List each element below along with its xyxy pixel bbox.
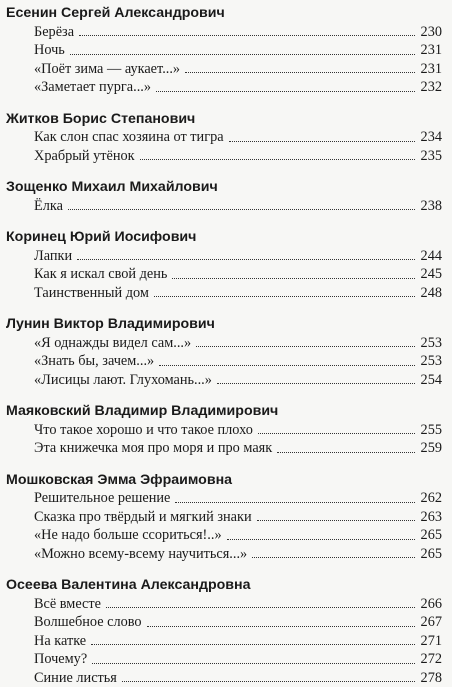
toc-entry[interactable] [0,352,452,371]
author-name: Зощенко Михаил Михайлович [0,178,452,197]
dot-leader [106,606,415,608]
dot-leader [156,90,415,92]
author-name: Осеева Валентина Александровна [0,576,452,595]
page-number: 265 [418,545,442,564]
dot-leader [217,382,415,384]
page-number: 272 [418,650,442,669]
toc-entry[interactable] [0,334,452,353]
entry-title: Лапки [34,247,74,266]
toc-entry[interactable] [0,41,452,60]
page-number: 267 [418,613,442,632]
author-section [0,228,452,302]
toc-entry[interactable] [0,650,452,669]
toc-entry[interactable] [0,595,452,614]
dot-leader [175,501,415,503]
entry-title: Как я искал свой день [34,265,169,284]
page-number: 278 [418,669,442,687]
entry-title: Эта книжечка моя про моря и про маяк [34,439,274,458]
dot-leader [122,680,415,682]
dot-leader [196,345,415,347]
page-number: 232 [418,78,442,97]
toc-entry[interactable] [0,265,452,284]
section-gap [0,165,452,178]
author-section [0,315,452,389]
entry-title: Всё вместе [34,595,103,614]
author-name: Мошковская Эмма Эфраимовна [0,471,452,490]
entry-title: Синие листья [34,669,119,687]
dot-leader [252,556,415,558]
toc-entry[interactable] [0,247,452,266]
author-name: Коринец Юрий Иосифович [0,228,452,247]
section-gap [0,563,452,576]
entry-title: Таинственный дом [34,284,151,303]
dot-leader [185,71,415,73]
page-number: 265 [418,526,442,545]
author-section [0,402,452,458]
author-name: Есенин Сергей Александрович [0,4,452,23]
dot-leader [70,53,415,55]
author-section [0,471,452,564]
entry-title: Решительное решение [34,489,172,508]
toc-entry[interactable] [0,78,452,97]
entry-title: Ночь [34,41,67,60]
entry-title: «Заметает пурга...» [34,78,153,97]
entry-title: «Можно всему-всему научиться...» [34,545,249,564]
toc-entry[interactable] [0,421,452,440]
toc-entry[interactable] [0,60,452,79]
dot-leader [77,258,415,260]
entry-title: Ёлка [34,197,65,216]
section-gap [0,302,452,315]
entry-title: «Я однажды видел сам...» [34,334,193,353]
author-section [0,4,452,97]
entry-title: Храбрый утёнок [34,147,137,166]
entry-title: «Лисицы лают. Глухомань...» [34,371,214,390]
toc-entry[interactable] [0,526,452,545]
entry-title: «Знать бы, зачем...» [34,352,156,371]
section-gap [0,389,452,402]
page-number: 266 [418,595,442,614]
author-name: Житков Борис Степанович [0,110,452,129]
dot-leader [229,140,415,142]
section-gap [0,97,452,110]
author-section [0,110,452,166]
author-name: Лунин Виктор Владимирович [0,315,452,334]
toc-entry[interactable] [0,489,452,508]
page-number: 238 [418,197,442,216]
entry-title: Сказка про твёрдый и мягкий знаки [34,508,254,527]
author-section [0,576,452,687]
toc-entry[interactable] [0,23,452,42]
page-number: 254 [418,371,442,390]
page-number: 244 [418,247,442,266]
page-number: 248 [418,284,442,303]
toc-entry[interactable] [0,371,452,390]
page-number: 234 [418,128,442,147]
entry-title: «Не надо больше ссориться!..» [34,526,224,545]
toc-entry[interactable] [0,508,452,527]
entry-title: «Поёт зима — аукает...» [34,60,182,79]
toc-entry[interactable] [0,197,452,216]
page-number: 235 [418,147,442,166]
dot-leader [172,277,415,279]
entry-title: Почему? [34,650,89,669]
section-gap [0,458,452,471]
page-number: 245 [418,265,442,284]
dot-leader [79,34,415,36]
page-number: 253 [418,352,442,371]
page-number: 259 [418,439,442,458]
page-number: 231 [418,41,442,60]
dot-leader [68,208,415,210]
page-number: 271 [418,632,442,651]
dot-leader [154,295,415,297]
entry-title: Как слон спас хозяина от тигра [34,128,226,147]
page-number: 262 [418,489,442,508]
page-number: 263 [418,508,442,527]
page-number: 231 [418,60,442,79]
toc-entry[interactable] [0,147,452,166]
page-number: 255 [418,421,442,440]
entry-title: На катке [34,632,88,651]
dot-leader [140,158,415,160]
toc-entry[interactable] [0,439,452,458]
toc-entry[interactable] [0,545,452,564]
dot-leader [258,432,415,434]
dot-leader [227,538,415,540]
dot-leader [92,662,415,664]
toc-entry[interactable] [0,669,452,687]
toc-entry[interactable] [0,284,452,303]
toc-entry[interactable] [0,632,452,651]
dot-leader [147,625,415,627]
author-section [0,178,452,215]
author-name: Маяковский Владимир Владимирович [0,402,452,421]
page-number: 230 [418,23,442,42]
dot-leader [159,364,415,366]
dot-leader [257,519,415,521]
section-gap [0,215,452,228]
dot-leader [91,643,415,645]
toc-entry[interactable] [0,128,452,147]
entry-title: Волшебное слово [34,613,144,632]
toc-entry[interactable] [0,613,452,632]
dot-leader [277,451,415,453]
entry-title: Берёза [34,23,76,42]
page-number: 253 [418,334,442,353]
entry-title: Что такое хорошо и что такое плохо [34,421,255,440]
